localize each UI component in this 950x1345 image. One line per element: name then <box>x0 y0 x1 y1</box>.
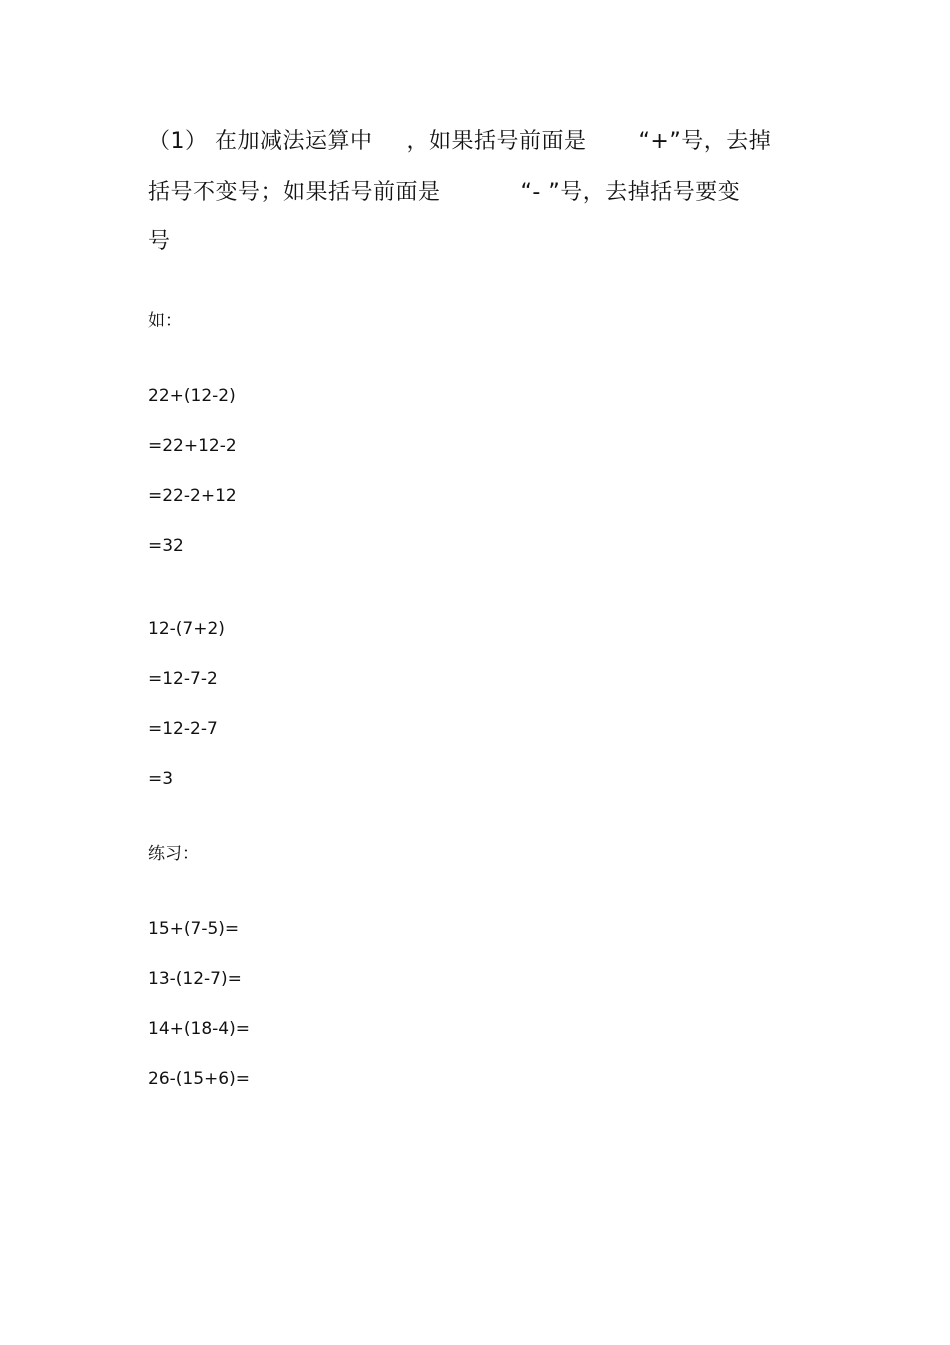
rule-line-2-part-1: 括号不变号；如果括号前面是 <box>148 180 441 205</box>
example-1-step-2: =22+12-2 <box>148 436 237 456</box>
example-2-step-1: 12-(7+2) <box>148 619 225 639</box>
practice-item-1: 15+(7-5)= <box>148 919 240 939</box>
practice-item-3: 14+(18-4)= <box>148 1019 250 1039</box>
rule-line-1 <box>148 128 771 156</box>
example-1-step-1: 22+(12-2) <box>148 386 236 406</box>
rule-line-3: 号 <box>148 229 171 254</box>
example-2-step-4: =3 <box>148 769 174 789</box>
rule-line-1-part-1: （1） 在加减法运算中 <box>148 129 373 154</box>
rule-line-2 <box>148 179 740 207</box>
example-label: 如： <box>148 311 182 331</box>
rule-line-1-part-3: “+”号，去掉 <box>638 129 772 154</box>
rule-line-2-part-2: “- ”号，去掉括号要变 <box>520 180 741 205</box>
example-1-step-3: =22-2+12 <box>148 486 237 506</box>
example-1-step-4: =32 <box>148 536 184 556</box>
example-2-step-2: =12-7-2 <box>148 669 218 689</box>
example-2-step-3: =12-2-7 <box>148 719 218 739</box>
practice-item-4: 26-(15+6)= <box>148 1069 250 1089</box>
practice-label: 练习： <box>148 844 199 864</box>
rule-line-1-part-2: ，如果括号前面是 <box>406 129 587 154</box>
practice-item-2: 13-(12-7)= <box>148 969 242 989</box>
